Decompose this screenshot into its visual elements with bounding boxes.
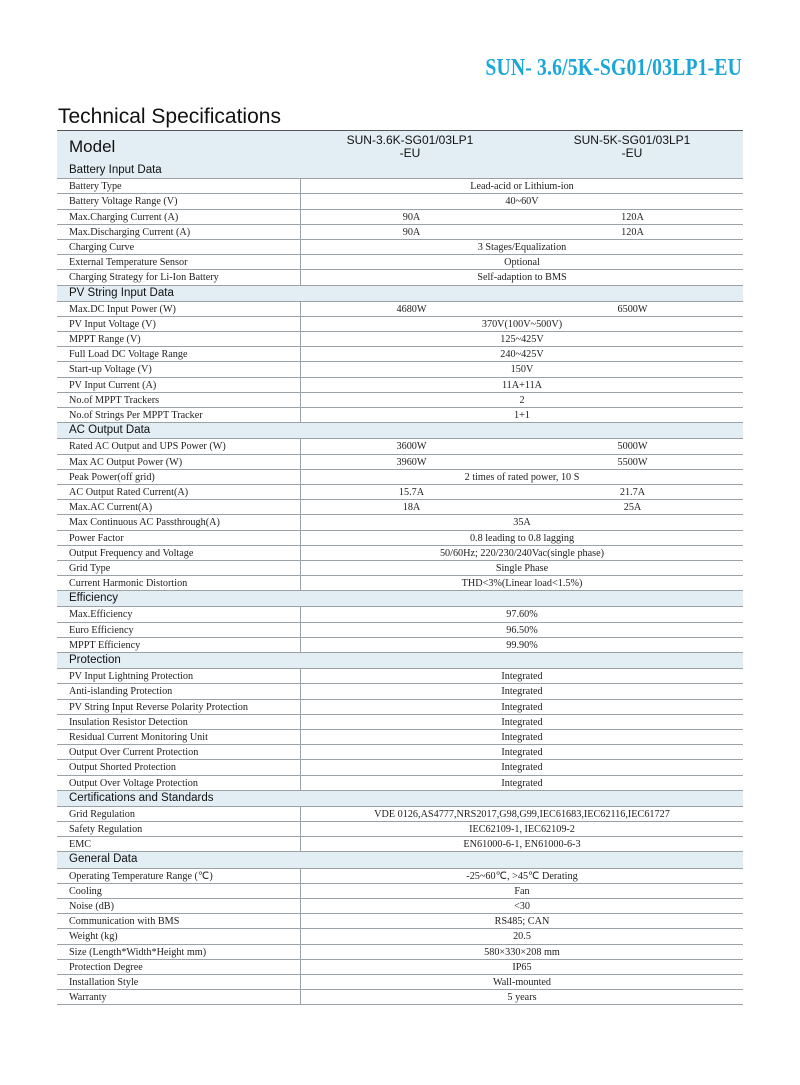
spec-value: Wall-mounted	[492, 976, 552, 988]
spec-value: Integrated	[501, 747, 543, 759]
spec-label: Grid Type	[57, 561, 301, 575]
spec-row	[57, 623, 743, 638]
spec-values	[301, 302, 743, 316]
spec-label: Warranty	[57, 990, 301, 1004]
spec-values	[301, 455, 743, 469]
spec-row	[57, 576, 743, 591]
spec-row	[57, 684, 743, 699]
spec-row	[57, 270, 743, 285]
spec-row	[57, 899, 743, 914]
spec-value: 50/60Hz; 220/230/240Vac(single phase)	[439, 547, 605, 559]
spec-row	[57, 700, 743, 715]
spec-value: Single Phase	[495, 562, 549, 574]
spec-row	[57, 638, 743, 653]
spec-label: Noise (dB)	[57, 899, 301, 913]
spec-value: 5 years	[507, 992, 537, 1004]
spec-value: <30	[514, 901, 530, 912]
spec-label: Weight (kg)	[57, 929, 301, 943]
spec-value: -25~60℃, >45℃ Derating	[466, 870, 578, 882]
spec-label: Size (Length*Width*Height mm)	[57, 945, 301, 959]
spec-row	[57, 929, 743, 944]
spec-label: No.of MPPT Trackers	[57, 393, 301, 407]
spec-label: PV Input Voltage (V)	[57, 317, 301, 331]
spec-label: Operating Temperature Range (℃)	[57, 869, 301, 883]
spec-row	[57, 240, 743, 255]
spec-label: Residual Current Monitoring Unit	[57, 730, 301, 744]
spec-label: Start-up Voltage (V)	[57, 362, 301, 376]
spec-value-model-2: 5000W	[617, 441, 648, 453]
spec-value: 96.50%	[506, 624, 538, 636]
spec-row	[57, 439, 743, 454]
spec-value: 125~425V	[500, 334, 544, 346]
spec-label: MPPT Efficiency	[57, 638, 301, 652]
spec-value: Integrated	[501, 686, 543, 698]
spec-label: Communication with BMS	[57, 914, 301, 928]
spec-row	[57, 362, 743, 377]
spec-value: Integrated	[501, 777, 543, 789]
section-header: Efficiency	[57, 591, 743, 607]
model-label: Model	[69, 137, 116, 156]
spec-row	[57, 194, 743, 209]
spec-label: Max.Charging Current (A)	[57, 210, 301, 224]
spec-value: VDE 0126,AS4777,NRS2017,G98,G99,IEC61683,IEC62116,IEC61727	[374, 808, 670, 820]
spec-value: 2	[519, 394, 525, 406]
spec-label: PV Input Lightning Protection	[57, 669, 301, 683]
spec-row	[57, 960, 743, 975]
spec-value: THD<3%(Linear load<1.5%)	[461, 578, 583, 590]
model-column-2-line1: SUN-5K-SG01/03LP1	[573, 133, 691, 147]
spec-value-model-1: 90A	[402, 211, 421, 223]
model-column-1	[299, 134, 521, 160]
spec-label: No.of Strings Per MPPT Tracker	[57, 408, 301, 422]
spec-value-model-2: 120A	[621, 211, 644, 223]
spec-value: IEC62109-1, IEC62109-2	[469, 824, 575, 836]
spec-values	[301, 439, 743, 453]
spec-label: Euro Efficiency	[57, 623, 301, 637]
spec-label: Battery Type	[57, 179, 301, 193]
spec-row	[57, 347, 743, 362]
spec-value: 35A	[513, 517, 531, 529]
spec-value: 97.60%	[506, 609, 538, 621]
page-title: Technical Specifications	[58, 105, 281, 128]
spec-values	[301, 485, 743, 499]
spec-value-model-2: 25A	[623, 502, 642, 514]
spec-label: PV Input Current (A)	[57, 378, 301, 392]
spec-sections	[57, 163, 743, 1005]
spec-row	[57, 485, 743, 500]
spec-row	[57, 332, 743, 347]
spec-label: Output Over Voltage Protection	[57, 776, 301, 790]
spec-label: Installation Style	[57, 975, 301, 989]
spec-value: Integrated	[501, 701, 543, 713]
spec-value-model-1: 15.7A	[398, 486, 425, 498]
spec-row	[57, 822, 743, 837]
spec-row	[57, 607, 743, 622]
spec-value: RS485; CAN	[494, 916, 550, 928]
spec-row	[57, 470, 743, 485]
spec-label: Power Factor	[57, 531, 301, 545]
spec-row	[57, 975, 743, 990]
spec-row	[57, 302, 743, 317]
section-header: PV String Input Data	[57, 286, 743, 302]
spec-row	[57, 546, 743, 561]
spec-value-model-1: 4680W	[396, 303, 427, 315]
spec-label: Charging Strategy for Li-Ion Battery	[57, 270, 301, 284]
spec-row	[57, 255, 743, 270]
spec-values	[301, 225, 743, 239]
spec-value-model-1: 3600W	[396, 441, 427, 453]
spec-row	[57, 210, 743, 225]
section-header: General Data	[57, 852, 743, 868]
spec-value: 240~425V	[500, 349, 544, 361]
spec-row	[57, 317, 743, 332]
spec-value: 3 Stages/Equalization	[477, 241, 567, 253]
spec-value: 40~60V	[505, 196, 539, 208]
spec-value: 1+1	[514, 410, 530, 421]
spec-value: Integrated	[501, 716, 543, 728]
spec-row	[57, 990, 743, 1005]
spec-value-model-1: 18A	[402, 502, 421, 514]
spec-label: Max.Efficiency	[57, 607, 301, 621]
spec-row	[57, 730, 743, 745]
spec-label: External Temperature Sensor	[57, 255, 301, 269]
spec-value: IP65	[512, 961, 532, 973]
spec-label: Rated AC Output and UPS Power (W)	[57, 439, 301, 453]
spec-value: 0.8 leading to 0.8 lagging	[469, 532, 575, 544]
spec-value: 11A+11A	[501, 379, 543, 391]
spec-row	[57, 776, 743, 791]
spec-label: Full Load DC Voltage Range	[57, 347, 301, 361]
spec-label: Safety Regulation	[57, 822, 301, 836]
spec-table	[57, 130, 743, 1005]
spec-value-model-2: 6500W	[617, 303, 648, 315]
spec-value: EN61000-6-1, EN61000-6-3	[463, 839, 581, 851]
spec-values	[301, 500, 743, 514]
spec-value: Self-adaption to BMS	[477, 272, 567, 284]
spec-row	[57, 225, 743, 240]
spec-label: Output Frequency and Voltage	[57, 546, 301, 560]
spec-label: EMC	[57, 837, 301, 851]
model-column-1-line2: -EU	[399, 146, 421, 160]
spec-value: 99.90%	[506, 639, 538, 651]
spec-value: Integrated	[501, 671, 543, 683]
spec-label: Protection Degree	[57, 960, 301, 974]
spec-label: Charging Curve	[57, 240, 301, 254]
spec-label: MPPT Range (V)	[57, 332, 301, 346]
spec-label: Grid Regulation	[57, 807, 301, 821]
model-header-row	[57, 131, 743, 163]
model-column-2-line2: -EU	[621, 146, 643, 160]
spec-label: Battery Voltage Range (V)	[57, 194, 301, 208]
model-column-2	[521, 134, 743, 160]
spec-row	[57, 561, 743, 576]
spec-row	[57, 945, 743, 960]
spec-value-model-2: 120A	[621, 226, 644, 238]
spec-label: Cooling	[57, 884, 301, 898]
spec-label: Output Over Current Protection	[57, 745, 301, 759]
spec-row	[57, 884, 743, 899]
spec-row	[57, 760, 743, 775]
spec-value-model-2: 21.7A	[619, 486, 646, 498]
spec-value: 150V	[510, 364, 534, 376]
spec-row	[57, 500, 743, 515]
spec-value-model-2: 5500W	[617, 456, 648, 468]
model-column-1-line1: SUN-3.6K-SG01/03LP1	[346, 133, 474, 147]
spec-value: Fan	[514, 885, 530, 897]
spec-value: 370V(100V~500V)	[481, 318, 563, 330]
spec-row	[57, 515, 743, 530]
spec-row	[57, 531, 743, 546]
spec-label: Peak Power(off grid)	[57, 470, 301, 484]
spec-label: Max Continuous AC Passthrough(A)	[57, 515, 301, 529]
spec-value: 2 times of rated power, 10 S	[464, 471, 580, 483]
spec-label: Max.Discharging Current (A)	[57, 225, 301, 239]
spec-value: 580×330×208 mm	[484, 946, 560, 958]
spec-label: Current Harmonic Distortion	[57, 576, 301, 590]
product-brand-title: SUN- 3.6/5K-SG01/03LP1-EU	[485, 55, 742, 81]
spec-label: Insulation Resistor Detection	[57, 715, 301, 729]
spec-row	[57, 378, 743, 393]
spec-row	[57, 393, 743, 408]
spec-row	[57, 837, 743, 852]
spec-values	[301, 210, 743, 224]
spec-row	[57, 455, 743, 470]
section-header: AC Output Data	[57, 423, 743, 439]
spec-value: Integrated	[501, 731, 543, 743]
spec-label: Max.AC Current(A)	[57, 500, 301, 514]
spec-value: Optional	[504, 257, 540, 269]
spec-label: Max AC Output Power (W)	[57, 455, 301, 469]
spec-row	[57, 745, 743, 760]
section-header: Certifications and Standards	[57, 791, 743, 807]
spec-label: AC Output Rated Current(A)	[57, 485, 301, 499]
spec-label: Max.DC Input Power (W)	[57, 302, 301, 316]
spec-label: Output Shorted Protection	[57, 760, 301, 774]
spec-value: 20.5	[513, 931, 531, 943]
spec-row	[57, 914, 743, 929]
spec-row	[57, 807, 743, 822]
spec-value: Integrated	[501, 762, 543, 774]
spec-row	[57, 669, 743, 684]
spec-row	[57, 408, 743, 423]
spec-value-model-1: 90A	[402, 226, 421, 238]
spec-value: Lead-acid or Lithium-ion	[470, 181, 574, 193]
section-header: Protection	[57, 653, 743, 669]
spec-label: PV String Input Reverse Polarity Protection	[57, 700, 301, 714]
section-header: Battery Input Data	[57, 163, 743, 179]
spec-row	[57, 869, 743, 884]
spec-label: Anti-islanding Protection	[57, 684, 301, 698]
spec-row	[57, 715, 743, 730]
spec-value-model-1: 3960W	[396, 456, 427, 468]
spec-row	[57, 179, 743, 194]
